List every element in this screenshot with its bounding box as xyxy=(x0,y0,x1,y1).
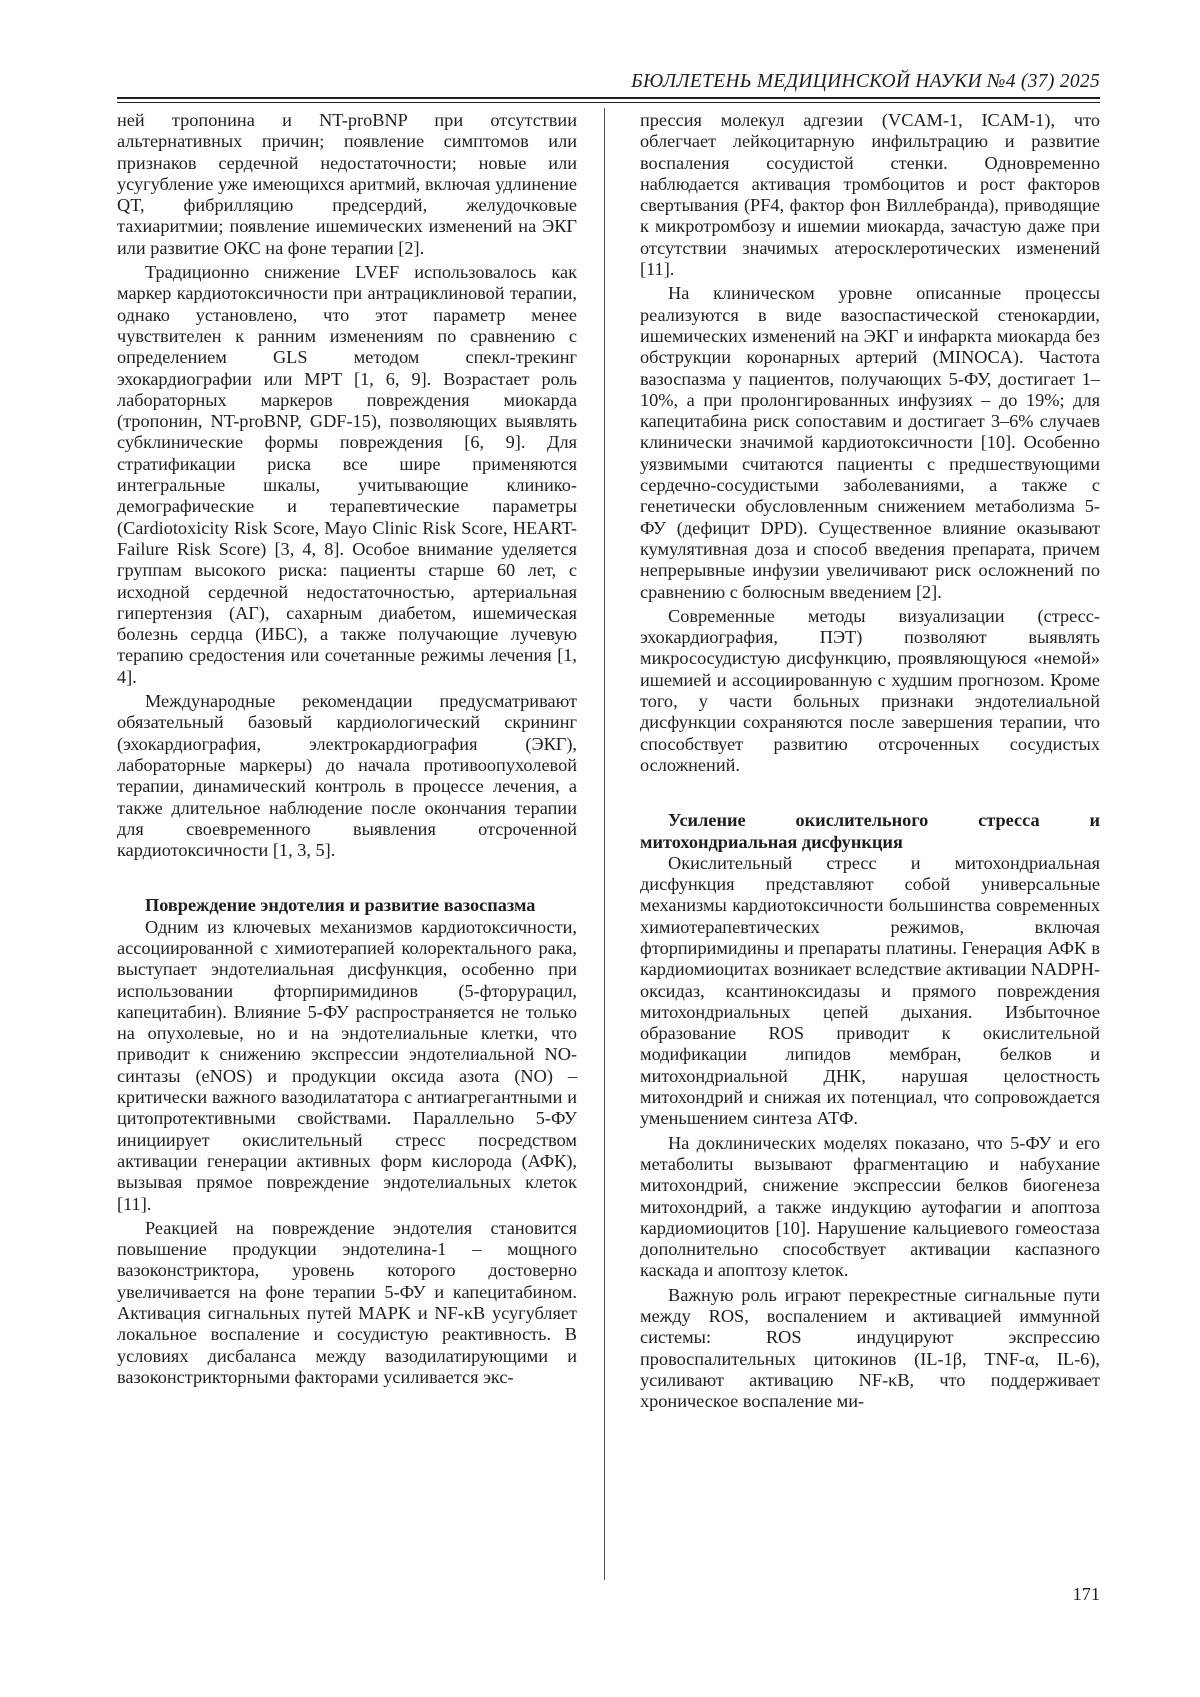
page-number: 171 xyxy=(1072,1584,1100,1604)
section-heading: Усиление окислительного стресса и митохондриальная дисфункция xyxy=(640,810,1100,852)
paragraph: Одним из ключевых механизмов кардиотоксичности, ассоциированной с химиотерапией колоректального рака, выступает эндотелиальная дисфункция, особенно при использовании фторпиримидинов (5-фторурацил, капецитабин). Влияние 5-ФУ распространяется не только на опухолевые, но и на эндотелиальные клетки, что приводит к снижению экспрессии эндотелиальной NO-синтазы (eNOS) и продукции оксида азота (NO) – критически важного вазодилататора с антиагрегантными и цитопротективными свойствами. Параллельно 5-ФУ инициирует окислительный стресс посредством активации генерации активных форм кислорода (АФК), вызывая прямое повреждение эндотелиальных клеток [11]. xyxy=(117,916,577,1214)
left-column xyxy=(117,110,577,1391)
paragraph: Реакцией на повреждение эндотелия становится повышение продукции эндотелина-1 – мощного вазоконстриктора, уровень которого достоверно увеличивается на фоне терапии 5-ФУ и капецитабином. Активация сигнальных путей MAPK и NF-κB усугубляет локальное воспаление и сосудистую реактивность. В условиях дисбаланса между вазодилатирующими и вазоконстрикторными факторами усиливается экс- xyxy=(117,1217,577,1387)
header-rule-thin xyxy=(117,102,1100,103)
section-spacer xyxy=(640,779,1100,810)
journal-title: БЮЛЛЕТЕНЬ МЕДИЦИНСКОЙ НАУКИ №4 (37) 2025 xyxy=(631,71,1100,92)
paragraph: прессия молекул адгезии (VCAM-1, ICAM-1), что облегчает лейкоцитарную инфильтрацию и развитие воспаления сосудистой стенки. Одновременно наблюдается активация тромбоцитов и рост факторов свертывания (PF4, фактор фон Виллебранда), приводящие к микротромбозу и ишемии миокарда, зачастую даже при отсутствии значимых атеросклеротических изменений [11]. xyxy=(640,110,1100,280)
right-column xyxy=(640,110,1100,1416)
column-divider xyxy=(604,108,605,1580)
paragraph: Международные рекомендации предусматривают обязательный базовый кардиологический скрининг (эхокардиография, электрокардиография (ЭКГ), лабораторные маркеры) до начала противоопухолевой терапии, динамический контроль в процессе лечения, а также длительное наблюдение после окончания терапии для своевременного выявления отсроченной кардиотоксичности [1, 3, 5]. xyxy=(117,691,577,861)
paragraph: ней тропонина и NT-proBNP при отсутствии альтернативных причин; появление симптомов или признаков сердечной недостаточности; новые или усугубление уже имеющихся аритмий, включая удлинение QT, фибрилляцию предсердий, желудочковые тахиаритмии; появление ишемических изменений на ЭКГ или развитие ОКС на фоне терапии [2]. xyxy=(117,110,577,258)
paragraph: Современные методы визуализации (стресс-эхокардиография, ПЭТ) позволяют выявлять микрососудистую дисфункцию, проявляющуюся «немой» ишемией и ассоциированную с худшим прогнозом. Кроме того, у части больных признаки эндотелиальной дисфункции сохраняются после завершения терапии, что способствует развитию отсроченных сосудистых осложнений. xyxy=(640,605,1100,775)
header-rule-thick xyxy=(117,97,1100,99)
paragraph: На клиническом уровне описанные процессы реализуются в виде вазоспастической стенокардии, ишемических изменений на ЭКГ и инфаркта миокарда без обструкции коронарных артерий (MINOCA). Частота вазоспазма у пациентов, получающих 5-ФУ, достигает 1–10%, а при пролонгированных инфузиях – до 19%; для капецитабина риск сопоставим и достигает 3–6% случаев клинически значимой кардиотоксичности [10]. Особенно уязвимыми считаются пациенты с предшествующими сердечно-сосудистыми заболеваниями, а также с генетически обусловленным снижением метаболизма 5-ФУ (дефицит DPD). Существенное влияние оказывают кумулятивная доза и способ введения препарата, причем непрерывные инфузии увеличивают риск осложнений по сравнению с болюсным введением [2]. xyxy=(640,283,1100,602)
section-heading: Повреждение эндотелия и развитие вазоспазма xyxy=(145,895,536,916)
section-spacer xyxy=(117,864,577,895)
paragraph: Традиционно снижение LVEF использовалось как маркер кардиотоксичности при антрациклиновой терапии, однако установлено, что этот параметр менее чувствителен к ранним изменениям по сравнению с определением GLS методом спекл-трекинг эхокардиографии или МРТ [1, 6, 9]. Возрастает роль лабораторных маркеров повреждения миокарда (тропонин, NT-proBNP, GDF-15), позволяющих выявлять субклинические формы повреждения [6, 9]. Для стратификации риска все шире применяются интегральные шкалы, учитывающие клинико-демографические и терапевтические параметры (Cardiotoxicity Risk Score, Mayo Clinic Risk Score, HEART-Failure Risk Score) [3, 4, 8]. Особое внимание уделяется группам высокого риска: пациенты старше 60 лет, с исходной сердечной недостаточностью, артериальная гипертензия (АГ), сахарным диабетом, ишемическая болезнь сердца (ИБС), а также получающие лучевую терапию средостения или сочетанные режимы лечения [1, 4]. xyxy=(117,262,577,687)
paragraph: На доклинических моделях показано, что 5-ФУ и его метаболиты вызывают фрагментацию и набухание митохондрий, снижение экспрессии белков биогенеза митохондрий, а также индукцию аутофагии и апоптоза кардиомиоцитов [10]. Нарушение кальциевого гомеостаза дополнительно способствует активации каспазного каскада и апоптозу клеток. xyxy=(640,1132,1100,1281)
paragraph: Окислительный стресс и митохондриальная дисфункция представляют собой универсальные механизмы кардиотоксичности большинства современных химиотерапевтических режимов, включая фторпиримидины и препараты платины. Генерация АФК в кардиомиоцитах возникает вследствие активации NADPH-оксидаз, ксантиноксидазы и прямого повреждения митохондриальных цепей дыхания. Избыточное образование ROS приводит к окислительной модификации липидов мембран, белков и митохондриальной ДНК, нарушая целостность митохондрий и снижая их потенциал, что сопровождается уменьшением синтеза АТФ. xyxy=(640,852,1100,1129)
paragraph: Важную роль играют перекрестные сигнальные пути между ROS, воспалением и активацией иммунной системы: ROS индуцируют экспрессию провоспалительных цитокинов (IL-1β, TNF-α, IL-6), усиливают активацию NF-κB, что поддерживает хроническое воспаление ми- xyxy=(640,1284,1100,1412)
